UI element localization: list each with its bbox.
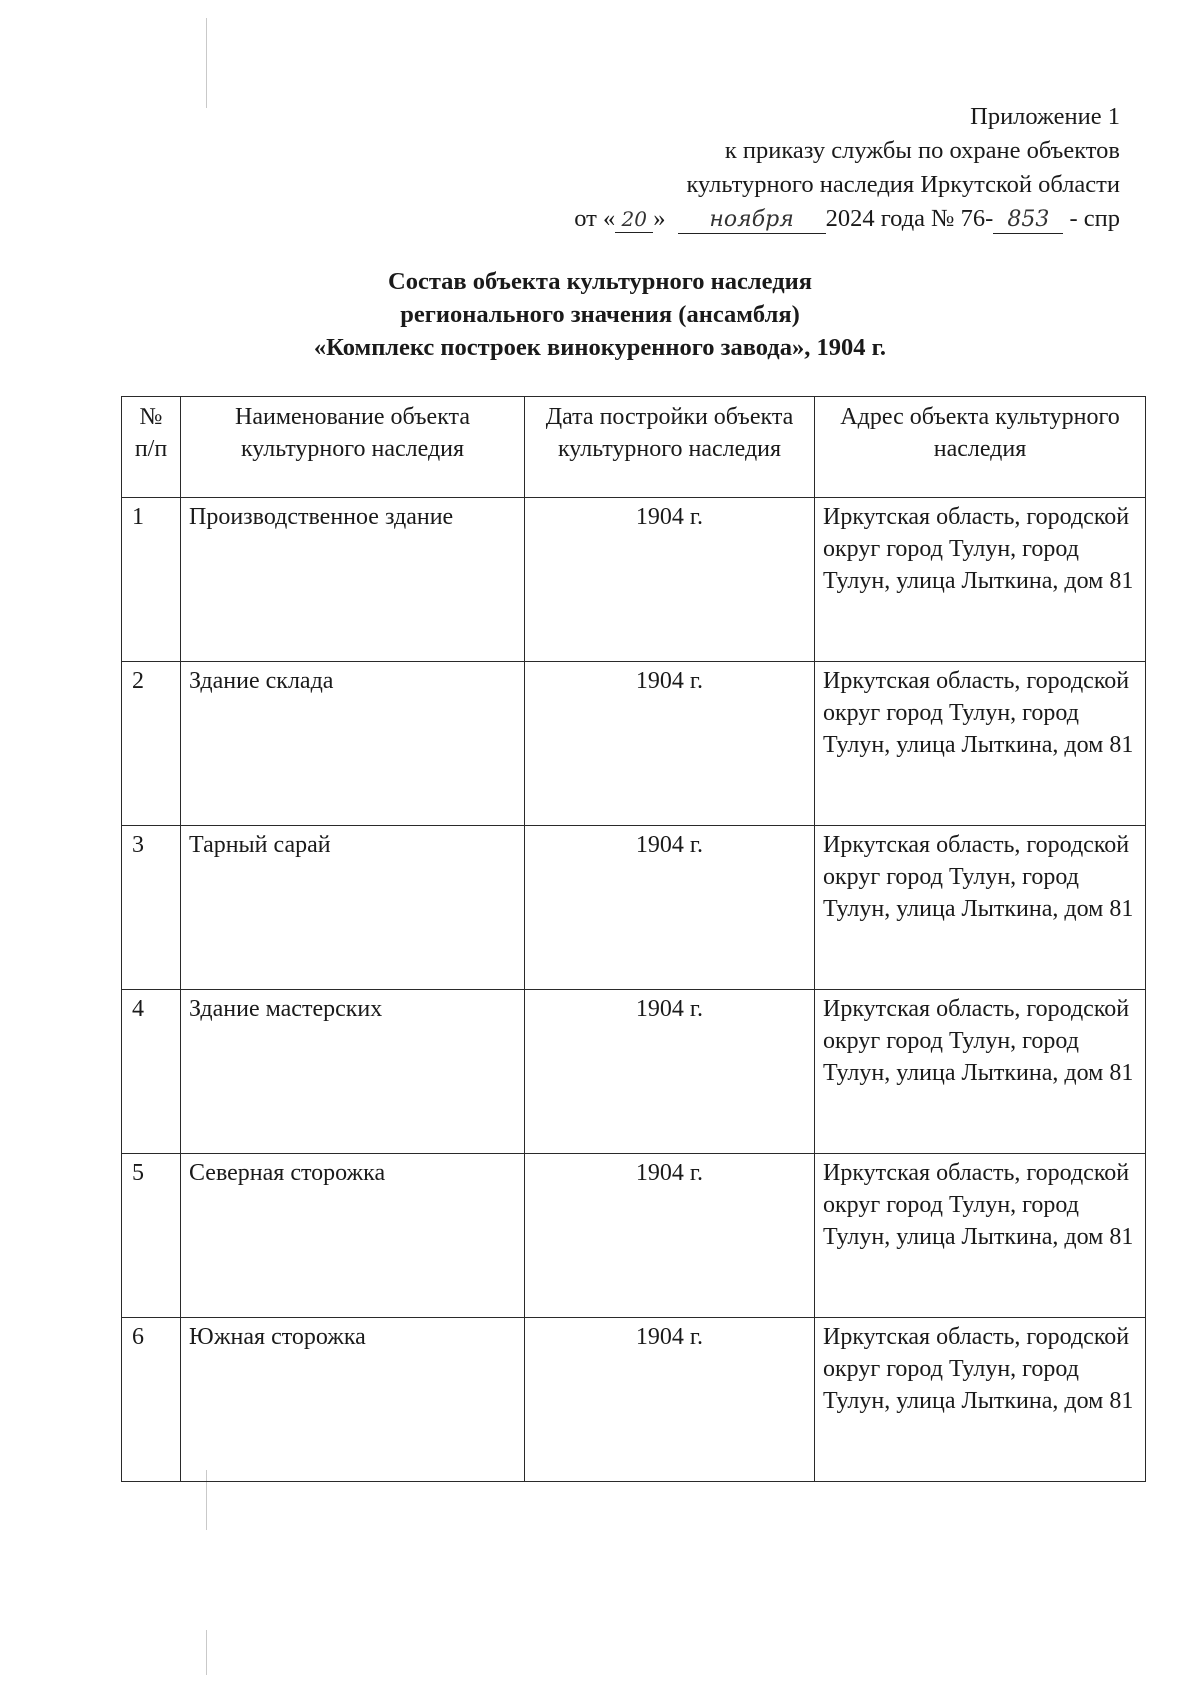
appendix-authority: культурного наследия Иркутской области <box>686 171 1120 198</box>
row-name: Тарный сарай <box>181 826 525 990</box>
table-row <box>122 1318 1146 1482</box>
row-address: Иркутская область, городской округ город Тулун, город Тулун, улица Лыткина, дом 81 <box>815 826 1146 990</box>
appendix-title: Приложение 1 <box>970 103 1120 130</box>
header-number: № п/п <box>122 397 181 498</box>
handwritten-order-number: 853 <box>993 207 1063 234</box>
row-date: 1904 г. <box>525 662 815 826</box>
scan-artifact <box>206 1630 207 1675</box>
row-name: Здание мастерских <box>181 990 525 1154</box>
title-line-1: Состав объекта культурного наследия <box>388 268 812 295</box>
table-header-row <box>122 397 1146 498</box>
appendix-block <box>574 100 1120 236</box>
title-line-2: регионального значения (ансамбля) <box>400 301 800 328</box>
row-address: Иркутская область, городской округ город Тулун, город Тулун, улица Лыткина, дом 81 <box>815 1154 1146 1318</box>
row-number: 6 <box>122 1318 181 1482</box>
order-suffix: - спр <box>1069 205 1120 232</box>
row-name: Производственное здание <box>181 498 525 662</box>
table-row <box>122 826 1146 990</box>
scan-artifact <box>206 18 207 108</box>
date-prefix: от « <box>574 205 616 232</box>
title-line-3: «Комплекс построек винокуренного завода», 1904 г. <box>313 334 887 361</box>
date-year: 2024 года № 76- <box>825 205 994 232</box>
row-name: Здание склада <box>181 662 525 826</box>
table-row <box>122 990 1146 1154</box>
row-date: 1904 г. <box>525 990 815 1154</box>
document-title <box>0 265 1200 364</box>
header-address: Адрес объекта культурного наследия <box>815 397 1146 498</box>
row-name: Северная сторожка <box>181 1154 525 1318</box>
row-address: Иркутская область, городской округ город Тулун, город Тулун, улица Лыткина, дом 81 <box>815 990 1146 1154</box>
table-row <box>122 498 1146 662</box>
handwritten-day: 20 <box>615 206 653 233</box>
row-name: Южная сторожка <box>181 1318 525 1482</box>
table-row <box>122 662 1146 826</box>
row-date: 1904 г. <box>525 1154 815 1318</box>
row-number: 3 <box>122 826 181 990</box>
row-address: Иркутская область, городской округ город Тулун, город Тулун, улица Лыткина, дом 81 <box>815 1318 1146 1482</box>
handwritten-month: ноября <box>678 207 826 234</box>
row-date: 1904 г. <box>525 826 815 990</box>
appendix-order-ref: к приказу службы по охране объектов <box>724 137 1120 164</box>
header-date: Дата постройки объекта культурного наследия <box>525 397 815 498</box>
row-number: 4 <box>122 990 181 1154</box>
header-name: Наименование объекта культурного наследия <box>181 397 525 498</box>
row-number: 5 <box>122 1154 181 1318</box>
table-row <box>122 1154 1146 1318</box>
heritage-objects-table <box>121 396 1146 1482</box>
row-number: 2 <box>122 662 181 826</box>
appendix-date-line <box>574 202 1120 236</box>
row-address: Иркутская область, городской округ город Тулун, город Тулун, улица Лыткина, дом 81 <box>815 662 1146 826</box>
row-date: 1904 г. <box>525 1318 815 1482</box>
row-number: 1 <box>122 498 181 662</box>
row-address: Иркутская область, городской округ город Тулун, город Тулун, улица Лыткина, дом 81 <box>815 498 1146 662</box>
row-date: 1904 г. <box>525 498 815 662</box>
date-quote-close: » <box>653 205 666 232</box>
